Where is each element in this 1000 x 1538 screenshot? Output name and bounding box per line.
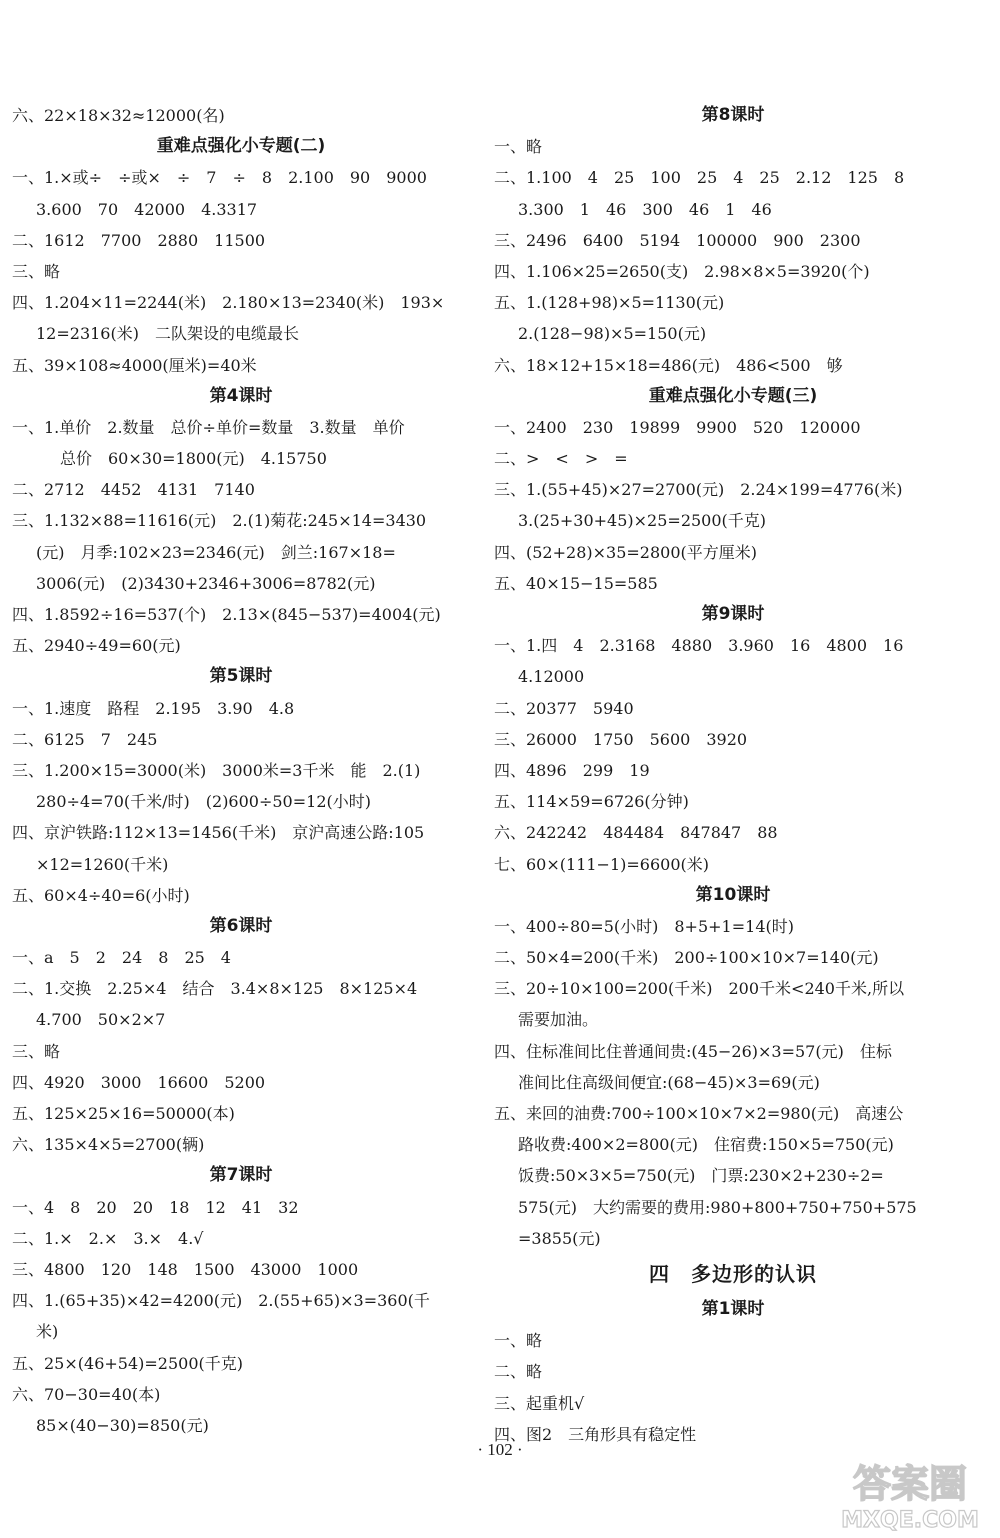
answer-continuation: 4.12000 bbox=[518, 667, 585, 687]
answer-line: 一、400÷80=5(小时) 8+5+1=14(时) bbox=[494, 916, 794, 936]
answer-line: 四、1.(65+35)×42=4200(元) 2.(55+65)×3=360(千 bbox=[12, 1291, 430, 1311]
left-column bbox=[12, 100, 470, 1441]
answer-line: 二、50×4=200(千米) 200÷100×10×7=140(元) bbox=[494, 948, 879, 968]
answer-continuation: 路收费:400×2=800(元) 住宿费:150×5=750(元) bbox=[518, 1135, 894, 1155]
answer-line: 四、4920 3000 16600 5200 bbox=[12, 1072, 266, 1092]
answer-line: 二、1612 7700 2880 11500 bbox=[12, 230, 266, 250]
section-heading: 第7课时 bbox=[209, 1165, 273, 1186]
answer-line: 三、略 bbox=[12, 1041, 61, 1061]
answer-line: 四、图2 三角形具有稳定性 bbox=[494, 1424, 697, 1444]
answer-line: 三、起重机√ bbox=[494, 1393, 585, 1413]
answer-continuation: 280÷4=70(千米/时) (2)600÷50=12(小时) bbox=[36, 792, 371, 812]
answer-continuation: 米) bbox=[36, 1322, 59, 1342]
answer-line: 二、6125 7 245 bbox=[12, 729, 158, 749]
answer-continuation: 12=2316(米) 二队架设的电缆最长 bbox=[36, 324, 299, 344]
section-heading: 第4课时 bbox=[209, 385, 273, 406]
answer-line: 五、60×4÷40=6(小时) bbox=[12, 885, 190, 905]
answer-continuation: 3.(25+30+45)×25=2500(千克) bbox=[518, 511, 767, 531]
answer-continuation: 准间比住高级间便宜:(68−45)×3=69(元) bbox=[518, 1072, 820, 1092]
answer-line: 六、18×12+15×18=486(元) 486<500 够 bbox=[494, 355, 843, 375]
answer-continuation: 3006(元) (2)3430+2346+3006=8782(元) bbox=[36, 573, 376, 593]
answer-line: 一、1.×或÷ ÷或× ÷ 7 ÷ 8 2.100 90 9000 bbox=[12, 168, 427, 188]
answer-continuation: (元) 月季:102×23=2346(元) 剑兰:167×18= bbox=[36, 542, 396, 562]
answer-line: 六、135×4×5=2700(辆) bbox=[12, 1135, 205, 1155]
answer-line: 一、略 bbox=[494, 137, 543, 157]
answer-line: 一、1.速度 路程 2.195 3.90 4.8 bbox=[12, 698, 295, 718]
section-heading: 重难点强化小专题(二) bbox=[156, 136, 326, 157]
answer-line: 五、125×25×16=50000(本) bbox=[12, 1104, 235, 1123]
answer-continuation: ×12=1260(千米) bbox=[36, 854, 169, 874]
section-heading: 第10课时 bbox=[695, 884, 771, 905]
section-heading: 第8课时 bbox=[701, 105, 765, 125]
answer-line: 五、40×15−15=585 bbox=[494, 573, 658, 593]
answer-line: 四、1.106×25=2650(支) 2.98×8×5=3920(个) bbox=[494, 261, 870, 281]
answer-line: 四、住标准间比住普通间贵:(45−26)×3=57(元) 住标 bbox=[494, 1041, 892, 1061]
answer-line: 三、26000 1750 5600 3920 bbox=[494, 729, 748, 749]
answer-line: 二、略 bbox=[494, 1362, 543, 1382]
answer-line: 二、2712 4452 4131 7140 bbox=[12, 480, 255, 500]
answer-line: 二、> < > = bbox=[494, 449, 628, 469]
section-heading: 第1课时 bbox=[701, 1298, 765, 1319]
answer-continuation: 3.600 70 42000 4.3317 bbox=[36, 199, 258, 219]
answer-line: 三、1.200×15=3000(米) 3000米=3千米 能 2.(1) bbox=[12, 760, 421, 780]
answer-continuation: 3.300 1 46 300 46 1 46 bbox=[518, 199, 772, 219]
right-column bbox=[494, 100, 972, 1450]
answer-line: 三、2496 6400 5194 100000 900 2300 bbox=[494, 230, 861, 250]
answer-line: 五、25×(46+54)=2500(千克) bbox=[12, 1353, 243, 1373]
answer-line: 一、a 5 2 24 8 25 4 bbox=[12, 948, 231, 968]
answer-line: 四、1.204×11=2244(米) 2.180×13=2340(米) 193× bbox=[12, 293, 445, 313]
section-heading: 第5课时 bbox=[209, 666, 273, 687]
answer-line: 五、1.(128+98)×5=1130(元) bbox=[494, 293, 725, 313]
answer-line: 二、20377 5940 bbox=[494, 698, 634, 718]
answer-line: 三、略 bbox=[12, 261, 61, 281]
answer-line: 三、1.132×88=11616(元) 2.(1)菊花:245×14=3430 bbox=[12, 511, 427, 531]
answer-line: 七、60×(111−1)=6600(米) bbox=[494, 854, 709, 874]
section-heading: 第6课时 bbox=[209, 915, 273, 936]
answer-line: 六、70−30=40(本) bbox=[12, 1384, 161, 1404]
answer-line: 一、2400 230 19899 9900 520 120000 bbox=[494, 417, 861, 437]
answer-line: 五、2940÷49=60(元) bbox=[12, 636, 181, 656]
answer-line: 四、(52+28)×35=2800(平方厘米) bbox=[494, 542, 757, 562]
answer-line: 四、京沪铁路:112×13=1456(千米) 京沪高速公路:105 bbox=[12, 823, 425, 843]
answer-line: 五、39×108≈4000(厘米)=40米 bbox=[12, 355, 257, 375]
answer-continuation: 饭费:50×3×5=750(元) 门票:230×2+230÷2= bbox=[518, 1166, 884, 1186]
answer-continuation: 4.700 50×2×7 bbox=[36, 1010, 166, 1030]
answer-continuation: 2.(128−98)×5=150(元) bbox=[518, 324, 707, 344]
answer-line: 二、1.100 4 25 100 25 4 25 2.12 125 8 bbox=[494, 168, 905, 188]
watermark-logo bbox=[830, 1455, 990, 1533]
answer-line: 六、242242 484484 847847 88 bbox=[494, 823, 778, 843]
watermark-top-text: 答案圈 bbox=[852, 1462, 968, 1506]
answer-continuation: 需要加油。 bbox=[518, 1010, 599, 1030]
answer-line: 三、20÷10×100=200(千米) 200千米<240千米,所以 bbox=[494, 979, 905, 999]
answer-continuation: =3855(元) bbox=[518, 1228, 601, 1248]
answer-line: 三、4800 120 148 1500 43000 1000 bbox=[12, 1259, 359, 1279]
answer-line: 一、1.四 4 2.3168 4880 3.960 16 4800 16 bbox=[494, 636, 904, 656]
answer-continuation: 575(元) 大约需要的费用:980+800+750+750+575 bbox=[518, 1197, 917, 1217]
chapter-heading: 四 多边形的认识 bbox=[649, 1261, 817, 1286]
answer-line: 五、114×59=6726(分钟) bbox=[494, 792, 689, 812]
answer-line: 一、略 bbox=[494, 1331, 543, 1351]
answer-line: 二、1.× 2.× 3.× 4.√ bbox=[12, 1228, 204, 1248]
answer-line: 一、1.单价 2.数量 总价÷单价=数量 3.数量 单价 bbox=[12, 417, 405, 437]
watermark-bottom-text: MXQE.COM bbox=[841, 1508, 979, 1533]
answer-line: 一、4 8 20 20 18 12 41 32 bbox=[12, 1197, 299, 1217]
answer-continuation: 85×(40−30)=850(元) bbox=[36, 1415, 209, 1435]
answer-line: 二、1.交换 2.25×4 结合 3.4×8×125 8×125×4 bbox=[12, 979, 418, 999]
answer-line: 四、1.8592÷16=537(个) 2.13×(845−537)=4004(元) bbox=[12, 605, 441, 624]
answer-line: 四、4896 299 19 bbox=[494, 760, 650, 780]
section-heading: 重难点强化小专题(三) bbox=[648, 385, 818, 406]
answer-line: 六、22×18×32≈12000(名) bbox=[12, 106, 225, 125]
answer-line: 三、1.(55+45)×27=2700(元) 2.24×199=4776(米) bbox=[494, 480, 903, 500]
page-number: · 102 · bbox=[477, 1440, 523, 1459]
answer-continuation: 总价 60×30=1800(元) 4.15750 bbox=[28, 449, 327, 469]
answer-line: 五、来回的油费:700÷100×10×7×2=980(元) 高速公 bbox=[494, 1104, 904, 1123]
section-heading: 第9课时 bbox=[701, 604, 765, 624]
